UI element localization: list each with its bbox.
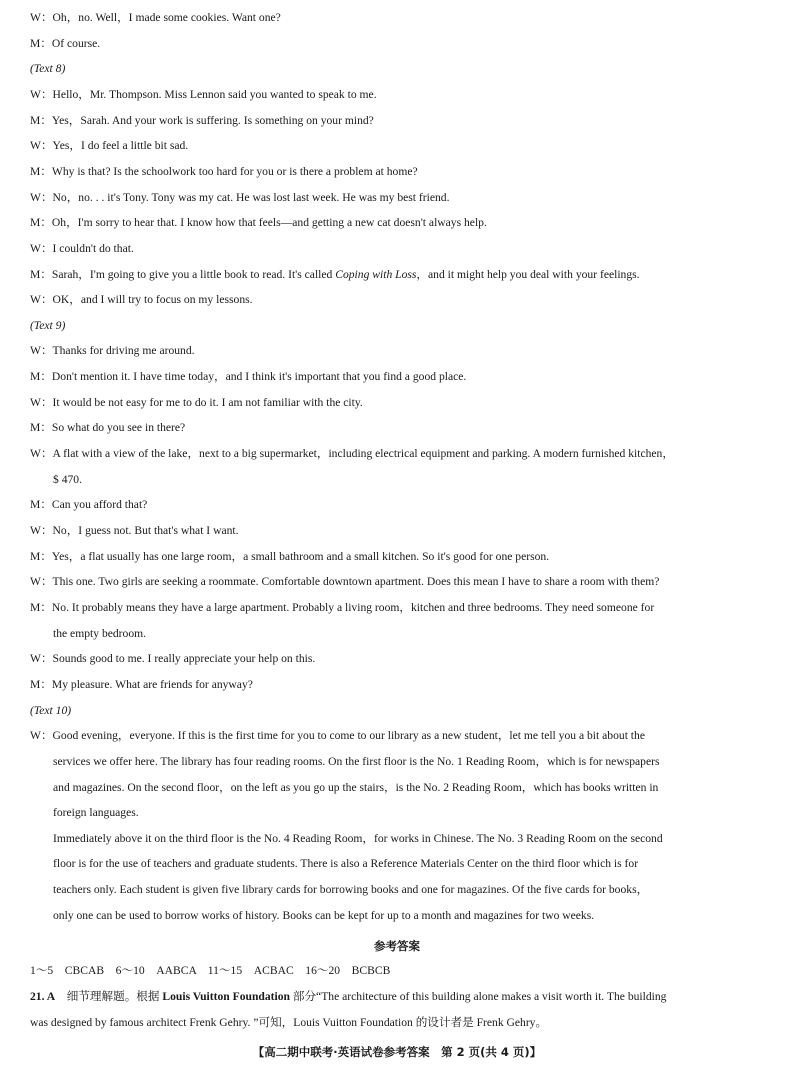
speaker-label: W： bbox=[30, 139, 53, 153]
answers-line: 1～5 CBCAB 6～10 AABCA 11～15 ACBAC 16～20 BCBCB bbox=[30, 964, 391, 977]
dialogue-text: So what do you see in there? bbox=[51, 421, 186, 435]
dialogue-line bbox=[30, 11, 770, 25]
dialogue-continuation: floor is for the use of teachers and graduate students. There is also a Reference Materials Center on the third floor which is for bbox=[53, 857, 639, 871]
dialogue-text: Yes，I do feel a little bit sad. bbox=[52, 139, 189, 153]
dialogue-line bbox=[30, 216, 770, 230]
dialogue-text: Sarah，I'm going to give you a little book to read. It's called bbox=[51, 267, 336, 281]
dialogue-text: Don't mention it. I have time today，and I think it's important that you find a good place. bbox=[51, 370, 467, 384]
speaker-label: M： bbox=[30, 677, 52, 691]
question-21-explanation-cont: was designed by famous architect Frenk Gehry. ”可知，Louis Vuitton Foundation 的设计者是 Frenk Gehry。 bbox=[30, 1016, 548, 1029]
dialogue-line bbox=[30, 242, 770, 256]
dialogue-line bbox=[30, 550, 770, 564]
speaker-label: M： bbox=[30, 498, 52, 512]
dialogue-text: This one. Two girls are seeking a roommate. Comfortable downtown apartment. Does this mean I have to share a room with them? bbox=[52, 575, 660, 589]
dialogue-text: ，and it might help you deal with your feelings. bbox=[416, 267, 640, 281]
dialogue-line bbox=[30, 601, 770, 615]
speaker-label: M： bbox=[30, 370, 52, 384]
dialogue-line bbox=[30, 575, 770, 589]
speaker-label: W： bbox=[30, 395, 53, 409]
speaker-label: W： bbox=[30, 524, 53, 537]
dialogue-line bbox=[30, 293, 770, 307]
dialogue-text: Thanks for driving me around. bbox=[52, 344, 195, 358]
page-footer: 【高二期中联考·英语试卷参考答案 第 2 页(共 4 页)】 bbox=[252, 1045, 542, 1059]
dialogue-text: No，I guess not. But that's what I want. bbox=[52, 524, 239, 537]
dialogue-text: Oh，no. Well，I made some cookies. Want one? bbox=[52, 11, 281, 24]
section-header: (Text 8) bbox=[30, 62, 66, 76]
dialogue-line bbox=[30, 447, 770, 461]
speaker-label: M： bbox=[30, 600, 52, 614]
dialogue-text: Good evening，everyone. If this is the first time for you to come to our library as a new student，let me tell you a bit about the bbox=[52, 729, 645, 743]
dialogue-text: Of course. bbox=[51, 36, 101, 50]
answer-section-title: 参考答案 bbox=[374, 939, 420, 953]
section-header: (Text 9) bbox=[30, 318, 66, 332]
dialogue-continuation: services we offer here. The library has four reading rooms. On the first floor is the No. 1 Reading Room，which is for newspapers bbox=[53, 754, 660, 768]
speaker-label: W： bbox=[30, 11, 53, 24]
speaker-label: M： bbox=[30, 164, 52, 178]
dialogue-text: No，no. . . it's Tony. Tony was my cat. He was lost last week. He was my best friend. bbox=[52, 190, 450, 204]
dialogue-continuation: foreign languages. bbox=[53, 806, 139, 820]
dialogue-continuation: Immediately above it on the third floor is the No. 4 Reading Room，for works in Chinese. The No. 3 Reading Room on the second bbox=[53, 831, 663, 845]
dialogue-line bbox=[30, 729, 770, 743]
speaker-label: M： bbox=[30, 421, 52, 435]
book-title: Coping with Loss bbox=[335, 267, 417, 281]
dialogue-text: Sounds good to me. I really appreciate your help on this. bbox=[52, 652, 316, 666]
dialogue-text: Yes，Sarah. And your work is suffering. Is something on your mind? bbox=[51, 113, 374, 127]
dialogue-continuation: teachers only. Each student is given five library cards for borrowing books and one for magazines. Of the five cards for books， bbox=[53, 883, 649, 897]
dialogue-text: Yes，a flat usually has one large room，a small bathroom and a small kitchen. So it's good for one person. bbox=[51, 549, 550, 563]
dialogue-text: Can you afford that? bbox=[51, 498, 148, 512]
dialogue-continuation: $ 470. bbox=[53, 472, 82, 486]
dialogue-line bbox=[30, 114, 770, 128]
dialogue-line bbox=[30, 652, 770, 666]
speaker-label: W： bbox=[30, 447, 53, 461]
dialogue-continuation: and magazines. On the second floor，on the left as you go up the stairs，is the No. 2 Reading Room，which has books written in bbox=[53, 780, 659, 794]
dialogue-text: Oh，I'm sorry to hear that. I know how that feels—and getting a new cat doesn't always help. bbox=[51, 216, 487, 230]
dialogue-line bbox=[30, 268, 770, 282]
speaker-label: W： bbox=[30, 241, 53, 255]
dialogue-line bbox=[30, 370, 770, 384]
dialogue-text: It would be not easy for me to do it. I am not familiar with the city. bbox=[52, 395, 363, 409]
speaker-label: W： bbox=[30, 87, 53, 101]
dialogue-line bbox=[30, 88, 770, 102]
speaker-label: M： bbox=[30, 267, 52, 281]
explanation-text: 细节理解题。根据 bbox=[55, 990, 163, 1003]
dialogue-line bbox=[30, 165, 770, 179]
dialogue-text: Hello，Mr. Thompson. Miss Lennon said you wanted to speak to me. bbox=[52, 87, 377, 101]
dialogue-text: I couldn't do that. bbox=[52, 241, 134, 255]
speaker-label: M： bbox=[30, 113, 52, 127]
question-21-explanation bbox=[30, 990, 770, 1004]
section-header: (Text 10) bbox=[30, 703, 72, 717]
highlight-term: Louis Vuitton Foundation bbox=[162, 990, 290, 1003]
dialogue-line bbox=[30, 344, 770, 358]
dialogue-line bbox=[30, 421, 770, 435]
speaker-label: W： bbox=[30, 729, 53, 743]
dialogue-line bbox=[30, 524, 770, 538]
dialogue-line bbox=[30, 139, 770, 153]
dialogue-line bbox=[30, 498, 770, 512]
dialogue-text: OK，and I will try to focus on my lessons. bbox=[52, 293, 253, 307]
dialogue-line bbox=[30, 396, 770, 410]
speaker-label: W： bbox=[30, 344, 53, 358]
dialogue-text: Why is that? Is the schoolwork too hard for you or is there a problem at home? bbox=[51, 164, 418, 178]
speaker-label: M： bbox=[30, 36, 52, 50]
dialogue-continuation: the empty bedroom. bbox=[53, 626, 147, 640]
dialogue-text: My pleasure. What are friends for anyway? bbox=[51, 677, 253, 691]
question-number: 21. A bbox=[30, 990, 56, 1003]
explanation-text: 部分“The architecture of this building alone makes a visit worth it. The building bbox=[289, 990, 667, 1003]
speaker-label: W： bbox=[30, 652, 53, 666]
dialogue-continuation: only one can be used to borrow works of history. Books can be kept for up to a month and magazines for two weeks. bbox=[53, 908, 595, 922]
speaker-label: M： bbox=[30, 549, 52, 563]
speaker-label: W： bbox=[30, 575, 53, 589]
speaker-label: W： bbox=[30, 293, 53, 307]
speaker-label: W： bbox=[30, 190, 53, 204]
dialogue-line bbox=[30, 678, 770, 692]
dialogue-line bbox=[30, 191, 770, 205]
dialogue-text: A flat with a view of the lake，next to a big supermarket，including electrical equipment and parking. A modern furnished kitchen， bbox=[52, 447, 674, 461]
dialogue-text: No. It probably means they have a large apartment. Probably a living room，kitchen and three bedrooms. They need someone for bbox=[51, 600, 655, 614]
dialogue-line bbox=[30, 37, 770, 51]
speaker-label: M： bbox=[30, 216, 52, 230]
